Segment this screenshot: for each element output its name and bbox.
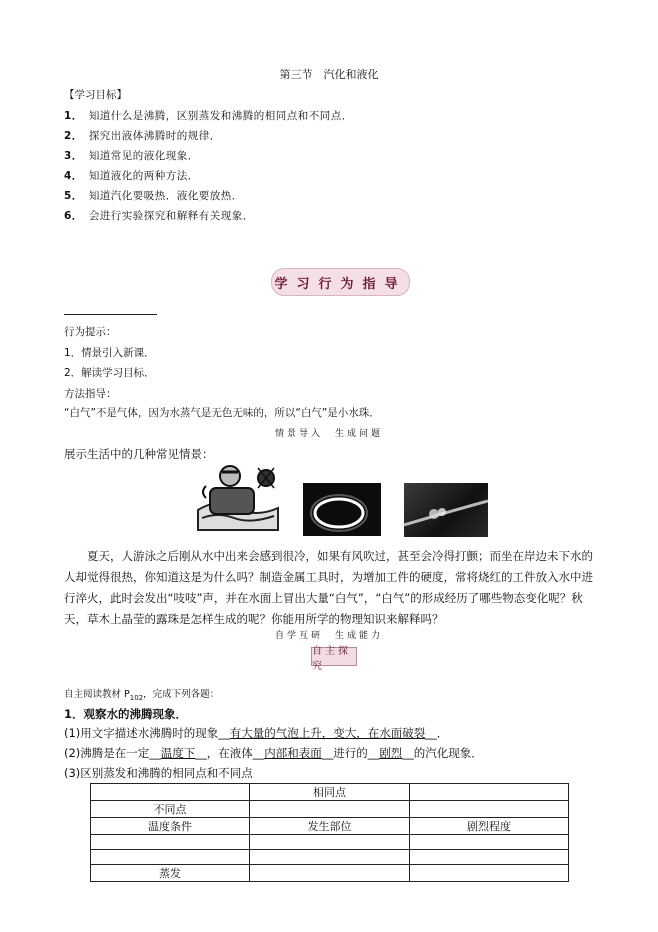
table-header-same: 相同点 <box>250 784 410 801</box>
glowing-ring-photo <box>303 483 381 536</box>
goal-item: 1． 知道什么是沸腾，区别蒸发和沸腾的相同点和不同点． <box>64 110 353 122</box>
section-heading: 自学互研 生成能力 <box>274 631 383 641</box>
question-1c: (3)区别蒸发和沸腾的相同点和不同点 <box>64 766 253 780</box>
goal-item: 2． 探究出液体沸腾时的规律． <box>64 130 221 142</box>
question-1: 1．观察水的沸腾现象． <box>64 707 188 721</box>
method-heading: 方法指导： <box>64 388 117 400</box>
table-header-diff: 不同点 <box>91 801 250 818</box>
sub-banner: 自主探究 <box>311 647 357 666</box>
comparison-table <box>90 783 569 882</box>
tip-item: 1．情景引入新课． <box>64 347 155 359</box>
goals-heading: 【学习目标】 <box>64 89 127 101</box>
table-col-degree: 剧烈程度 <box>410 818 569 835</box>
swimmer-illustration <box>196 458 280 532</box>
question-1a: (1)用文字描述水沸腾时的现象__有大量的气泡上升，变大，在水面破裂__． <box>64 726 449 740</box>
section-heading: 情景导入 生成问题 <box>274 429 383 439</box>
section-banner: 学习行为指导 <box>271 268 410 296</box>
table-row-evap: 蒸发 <box>91 865 250 882</box>
dew-drop-photo <box>404 483 488 537</box>
show-text: 展示生活中的几种常见情景： <box>64 447 214 461</box>
question-1b: (2)沸腾是在一定__温度下__，在液体__内部和表面__进行的__剧烈__的汽化现象． <box>64 746 483 760</box>
table-col-temp: 温度条件 <box>91 818 250 835</box>
reading-instruction: 自主阅读教材 $P_{102}$，完成下列各题： <box>64 689 220 702</box>
method-text: “白气”不是气体，因为水蒸气是无色无味的，所以“白气”是小水珠． <box>64 407 380 419</box>
goal-item: 3． 知道常见的液化现象． <box>64 150 199 162</box>
tip-item: 2．解读学习目标． <box>64 367 155 379</box>
divider <box>64 314 157 315</box>
goal-item: 5． 知道汽化要吸热．液化要放热． <box>64 190 243 202</box>
intro-paragraph: 夏天，人游泳之后刚从水中出来会感到很冷，如果有风吹过，甚至会冷得打颤；而坐在岸边未下水的人却觉得很热，你知道这是为什么吗？制造金属工具时，为增加工件的硬度，常将烧红的工件放入水中进行淬火，此时会发出“吱吱”声，并在水面上冒出大量“白气”，“白气”的形成经历了哪些物态变化呢？秋天，草木上晶莹的露珠是怎样生成的呢？你能用所学的物理知识来解释吗？ <box>64 549 593 626</box>
page-title: 第三节 汽化和液化 <box>279 68 379 81</box>
goal-item: 6． 会进行实验探究和解释有关现象． <box>64 210 254 222</box>
table-col-place: 发生部位 <box>250 818 410 835</box>
goal-item: 4． 知道液化的两种方法． <box>64 170 199 182</box>
tips-heading: 行为提示： <box>64 326 117 338</box>
